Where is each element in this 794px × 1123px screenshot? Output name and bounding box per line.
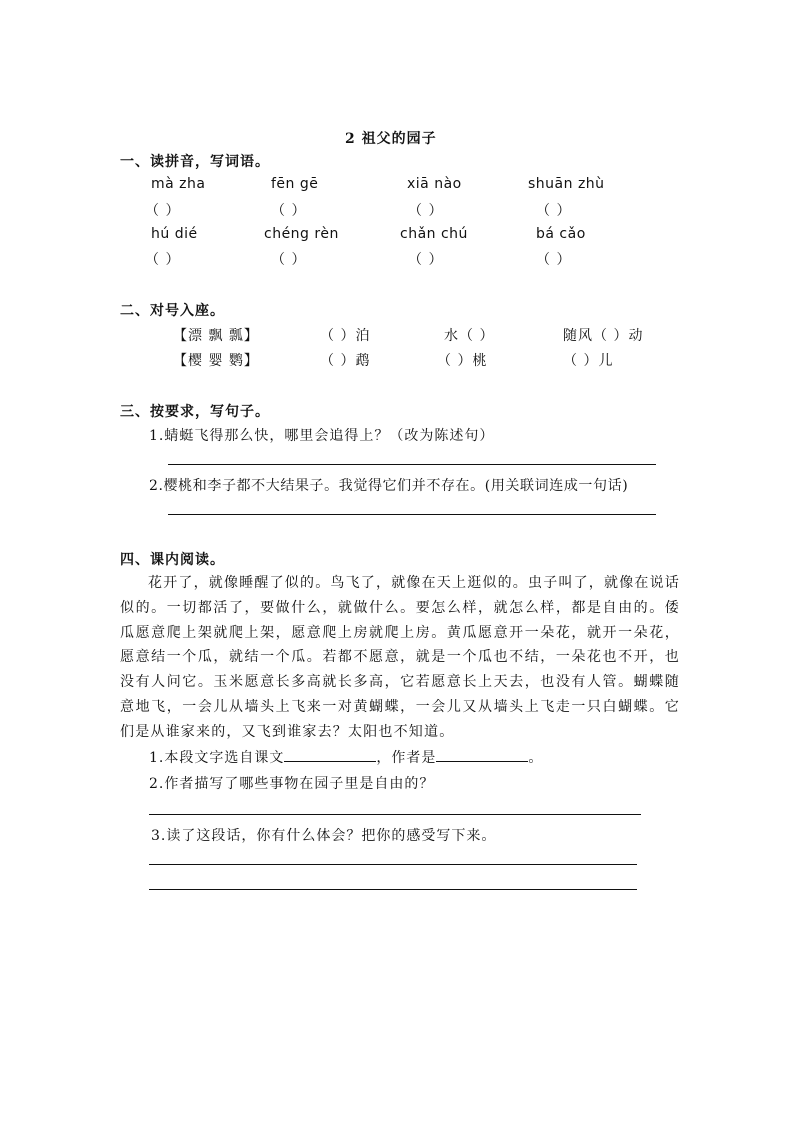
fill-item[interactable]: （ ）泊 xyxy=(320,328,371,344)
pinyin-2-1: hú dié xyxy=(151,226,198,242)
question-1: 1.蜻蜓飞得那么快，哪里会追得上？（改为陈述句） xyxy=(149,428,495,444)
char-group-2: 【樱 婴 鹦】 xyxy=(173,353,259,369)
passage-text: 花开了，就像睡醒了似的。鸟飞了，就像在天上逛似的。虫子叫了，就像在说话似的。一切都活了，要做什么，就做什么。要怎么样，就怎么样，都是自由的。倭瓜愿意爬上架就爬上架，愿意爬上房就爬上房。黄瓜愿意开一朵花，就开一朵花，愿意结一个瓜，就结一个瓜。若都不愿意，就是一个瓜也不结，一朵花也不开，也没有人问它。玉米愿意长多高就长多高，它若愿意长上天去，也没有人管。蝴蝶随意地飞，一会儿从墙头上飞来一对黄蝴蝶，一会儿又从墙头上飞走一只白蝴蝶。它们是从谁家来的，又飞到谁家去？太阳也不知道。 xyxy=(120,575,680,740)
answer-paren[interactable]: （ ） xyxy=(408,252,444,268)
fill-item[interactable]: 水（ ） xyxy=(444,328,495,344)
question-2: 2.作者描写了哪些事物在园子里是自由的？ xyxy=(149,776,435,792)
answer-line[interactable] xyxy=(168,514,656,515)
question-1-text-2: ，作者是 xyxy=(376,750,437,766)
pinyin-1-3: xiā nào xyxy=(407,176,462,192)
page-title: 2 祖父的园子 xyxy=(345,131,437,147)
answer-paren[interactable]: （ ） xyxy=(271,203,307,219)
section4-heading: 四、课内阅读。 xyxy=(120,552,225,568)
section2-heading: 二、对号入座。 xyxy=(120,303,225,319)
pinyin-2-2: chéng rèn xyxy=(264,226,339,242)
question-1-text-3: 。 xyxy=(528,750,544,766)
answer-line[interactable] xyxy=(149,864,637,865)
answer-line[interactable] xyxy=(168,464,656,465)
section3-heading: 三、按要求，写句子。 xyxy=(120,404,270,420)
answer-paren[interactable]: （ ） xyxy=(145,252,181,268)
question-2: 2.樱桃和李子都不大结果子。我觉得它们并不存在。(用关联词连成一句话) xyxy=(149,478,629,494)
answer-line[interactable] xyxy=(149,814,641,815)
fill-item[interactable]: （ ）儿 xyxy=(563,353,614,369)
fill-item[interactable]: （ ）鹉 xyxy=(320,353,371,369)
char-group-1: 【漂 飘 瓢】 xyxy=(173,328,259,344)
reading-passage xyxy=(120,571,680,745)
author-blank[interactable] xyxy=(436,747,528,762)
fill-item[interactable]: 随风（ ）动 xyxy=(563,328,644,344)
fill-item[interactable]: （ ）桃 xyxy=(437,353,488,369)
answer-paren[interactable]: （ ） xyxy=(408,203,444,219)
section1-heading: 一、读拼音，写词语。 xyxy=(120,154,270,170)
pinyin-1-2: fēn gē xyxy=(271,176,319,192)
question-1-text: 1.本段文字选自课文 xyxy=(149,750,285,766)
answer-paren[interactable]: （ ） xyxy=(536,252,572,268)
pinyin-2-3: chǎn chú xyxy=(400,226,468,242)
question-1-line xyxy=(149,747,543,767)
question-3: 3.读了这段话，你有什么体会？把你的感受写下来。 xyxy=(151,828,497,844)
answer-paren[interactable]: （ ） xyxy=(536,203,572,219)
pinyin-1-4: shuān zhù xyxy=(528,176,605,192)
pinyin-2-4: bá cǎo xyxy=(536,226,586,242)
answer-paren[interactable]: （ ） xyxy=(145,203,181,219)
answer-paren[interactable]: （ ） xyxy=(271,252,307,268)
answer-line[interactable] xyxy=(149,889,637,890)
lesson-blank[interactable] xyxy=(284,747,376,762)
pinyin-1-1: mà zha xyxy=(151,176,206,192)
